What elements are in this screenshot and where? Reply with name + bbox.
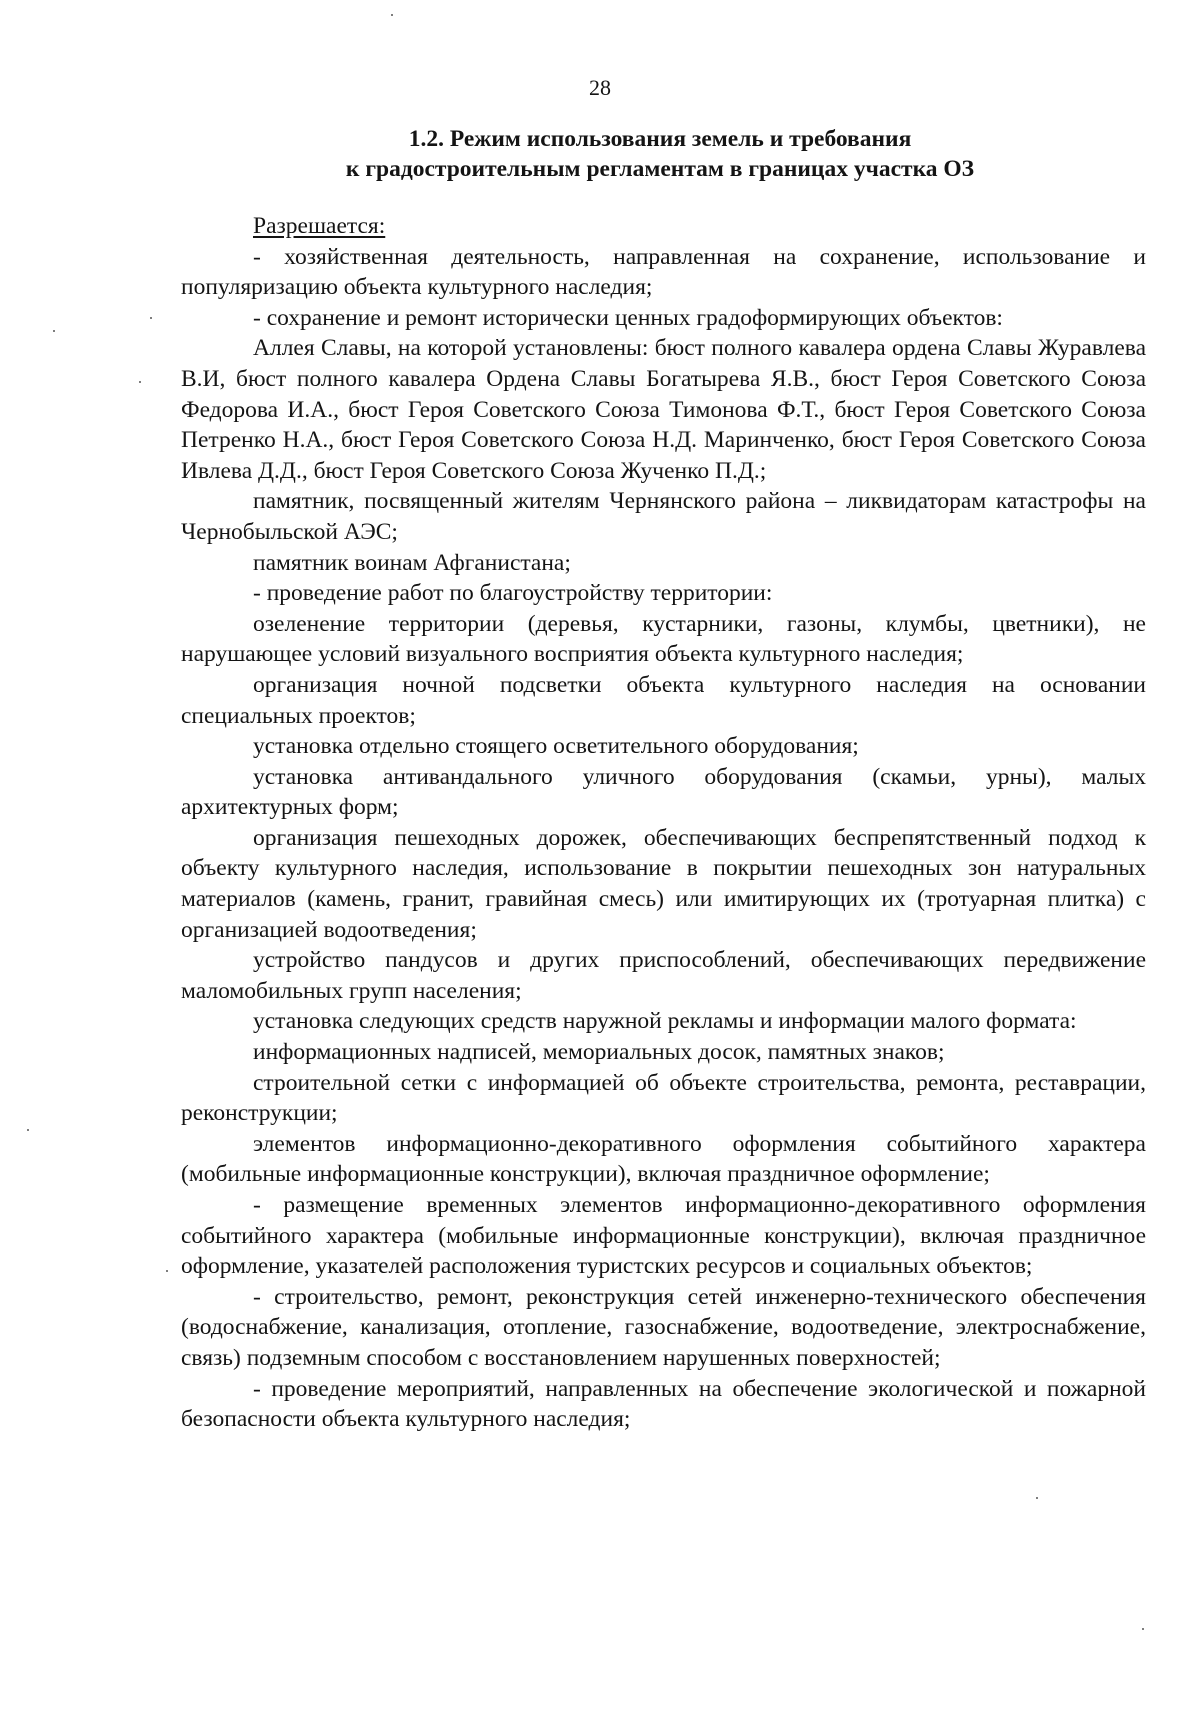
body-paragraph: - сохранение и ремонт исторически ценных градоформирующих объектов:	[253, 304, 1003, 331]
scan-speck	[391, 14, 393, 16]
scan-speck	[1036, 1497, 1038, 1499]
scan-speck	[166, 1270, 168, 1272]
section-title-line: 1.2. Режим использования земель и требования	[408, 126, 912, 152]
scan-speck	[150, 317, 152, 319]
scan-speck	[1142, 1628, 1144, 1630]
body-paragraph: строительной сетки с информацией об объекте строительства, ремонта, реставрации, реконструкции;	[181, 1069, 1146, 1127]
body-paragraph: озеленение территории (деревья, кустарники, газоны, клумбы, цветники), не нарушающее условий визуального восприятия объекта культурного наследия;	[181, 610, 1146, 668]
body-paragraph: организация пешеходных дорожек, обеспечивающих беспрепятственный подход к объекту культурного наследия, использование в покрытии пешеходных зон натуральных материалов (камень, гранит, гравийная смесь) или имитирующих их (тротуарная плитка) с организацией водоотведения;	[181, 824, 1146, 943]
document-body	[181, 211, 1146, 1435]
body-paragraph: - проведение мероприятий, направленных на обеспечение экологической и пожарной безопасности объекта культурного наследия;	[181, 1375, 1146, 1433]
section-title	[180, 124, 1140, 184]
body-paragraph: устройство пандусов и других приспособлений, обеспечивающих передвижение маломобильных групп населения;	[181, 947, 1146, 1004]
body-paragraph: установка отдельно стоящего осветительного оборудования;	[253, 733, 859, 760]
body-paragraph: установка антивандального уличного оборудования (скамьи, урны), малых архитектурных форм;	[181, 763, 1146, 821]
scan-speck	[139, 381, 141, 383]
body-paragraph: - строительство, ремонт, реконструкция сетей инженерно-технического обеспечения (водоснабжение, канализация, отопление, газоснабжение, водоотведение, электроснабжение, связь) подземным способом с восстановлением нарушенных поверхностей;	[181, 1283, 1146, 1371]
scan-speck	[27, 1129, 29, 1131]
page-number: 28	[589, 75, 611, 100]
scan-speck	[53, 330, 55, 332]
body-paragraph: информационных надписей, мемориальных досок, памятных знаков;	[253, 1039, 945, 1066]
body-paragraph: Аллея Славы, на которой установлены: бюст полного кавалера ордена Славы Журавлева В.И, бюст полного кавалера Ордена Славы Богатырева Я.В., бюст Героя Советского Союза Федорова И.А., бюст Героя Советского Союза Тимонова Ф.Т., бюст Героя Советского Союза Петренко Н.А., бюст Героя Советского Союза Н.Д. Маринченко, бюст Героя Советского Союза Ивлева Д.Д., бюст Героя Советского Союза Жученко П.Д.;	[181, 335, 1146, 484]
body-paragraph: элементов информационно-декоративного оформления событийного характера (мобильные информационные конструкции), включая праздничное оформление;	[181, 1130, 1146, 1188]
body-paragraph: - хозяйственная деятельность, направленная на сохранение, использование и популяризацию объекта культурного наследия;	[181, 243, 1146, 301]
lead-label: Разрешается:	[253, 213, 386, 239]
body-paragraph: - размещение временных элементов информационно-декоративного оформления событийного характера (мобильные информационные конструкции), включая праздничное оформление, указателей расположения туристских ресурсов и социальных объектов;	[181, 1192, 1146, 1280]
section-title-line: к градостроительным регламентам в границах участка ОЗ	[345, 156, 975, 182]
body-paragraph: памятник, посвященный жителям Чернянского района – ликвидаторам катастрофы на Чернобыльской АЭС;	[181, 488, 1146, 545]
body-paragraph: - проведение работ по благоустройству территории:	[253, 580, 773, 607]
lead-paragraph	[181, 211, 1146, 242]
body-paragraph: установка следующих средств наружной рекламы и информации малого формата:	[253, 1008, 1077, 1035]
body-paragraph: памятник воинам Афганистана;	[253, 549, 571, 576]
body-paragraph: организация ночной подсветки объекта культурного наследия на основании специальных проектов;	[181, 671, 1146, 729]
